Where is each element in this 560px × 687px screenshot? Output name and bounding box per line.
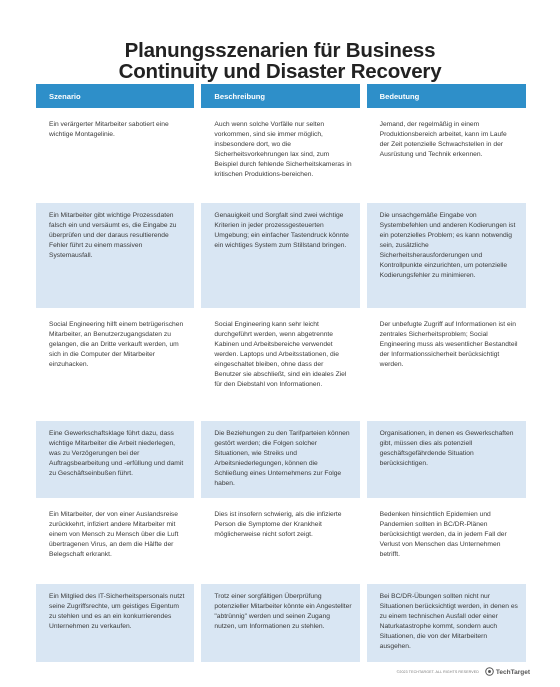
cell-beschreibung: Dies ist insofern schwierig, als die infizierte Person die Symptome der Krankheit möglicherweise nicht sofort zeigt. <box>194 498 359 580</box>
cell-beschreibung: Die Beziehungen zu den Tarifparteien können gestört werden; die Folgen solcher Situationen, wie Streiks und Arbeitsniederlegungen, können die Schließung eines Unternehmens zur Folge haben. <box>194 417 359 498</box>
cell-bedeutung: Organisationen, in denen es Gewerkschaften gibt, müssen dies als potenziell geschäftsgefährdende Situation berücksichtigen. <box>360 417 526 498</box>
cell-bedeutung: Die unsachgemäße Eingabe von Systembefehlen und anderen Kodierungen ist ein potenzielles Problem; es kann notwendig sein, zusätzliche Sicherheitsherausforderungen und Kontrollpunkte einzurichten, um potenzielle Kodierungsfehler zu minimieren. <box>360 199 526 308</box>
cell-szenario: Ein Mitglied des IT-Sicherheitspersonals nutzt seine Zugriffsrechte, um geistiges Eigentum zu stehlen und es an ein konkurrierendes Unternehmen zu verkaufen. <box>36 580 194 662</box>
cell-beschreibung: Genauigkeit und Sorgfalt sind zwei wichtige Kriterien in jeder prozessgesteuerten Umgebung; ein einfacher Tastendruck könnte ein wichtiges System zum Stillstand bringen. <box>194 199 359 308</box>
page-title <box>0 40 560 82</box>
brand-name: TechTarget <box>495 668 530 676</box>
table-row <box>36 108 526 199</box>
table-row <box>36 199 526 308</box>
cell-szenario: Eine Gewerkschaftsklage führt dazu, dass wichtige Mitarbeiter die Arbeit niederlegen, was zu Verzögerungen bei der Auftragsbearbeitung und -erfüllung und damit zu Geschäftseinbußen führt. <box>36 417 194 498</box>
table-row <box>36 580 526 662</box>
title-block <box>0 34 560 82</box>
scenario-table <box>36 84 526 662</box>
title-line-2: Continuity und Disaster Recovery <box>118 60 442 83</box>
cell-beschreibung: Trotz einer sorgfältigen Überprüfung potenzieller Mitarbeiter könnte ein Angestellter "abtrünnig" werden und seinen Zugang nutzen, um Informationen zu stehlen. <box>194 580 359 662</box>
column-header-szenario: Szenario <box>36 84 194 108</box>
cell-szenario: Ein Mitarbeiter gibt wichtige Prozessdaten falsch ein und versäumt es, die Eingabe zu überprüfen und der daraus resultierende Fehler führt zu einem massiven Systemausfall. <box>36 199 194 308</box>
techtarget-logo-icon <box>485 663 494 681</box>
cell-bedeutung: Bedenken hinsichtlich Epidemien und Pandemien sollten in BC/DR-Plänen berücksichtigt werden, da in jedem Fall der Verlust von Menschen das Unternehmen betrifft. <box>360 498 526 580</box>
cell-bedeutung: Der unbefugte Zugriff auf Informationen ist ein zentrales Sicherheitsproblem; Social Engineering muss als wesentlicher Bestandteil der Informationssicherheit berücksichtigt werden. <box>360 308 526 417</box>
cell-bedeutung: Bei BC/DR-Übungen sollten nicht nur Situationen berücksichtigt werden, in denen es zu einem technischen Ausfall oder einer Naturkatastrophe kommt, sondern auch Situationen, die von der Mitarbeitern ausgehen. <box>360 580 526 662</box>
table-row <box>36 308 526 417</box>
cell-szenario: Social Engineering hilft einem betrügerischen Mitarbeiter, an Benutzerzugangsdaten zu gelangen, die an Dritte verkauft werden, um sich in die Computer der Mitarbeiter einzuhacken. <box>36 308 194 417</box>
title-line-1: Planungsszenarien für Business <box>124 39 436 62</box>
column-header-bedeutung: Bedeutung <box>360 84 526 108</box>
brand-logo <box>485 663 530 681</box>
cell-beschreibung: Social Engineering kann sehr leicht durchgeführt werden, wenn abgetrennte Kabinen und Arbeitsbereiche verwendet werden. Laptops und Arbeitsstationen, die eingeschaltet bleiben, ohne dass der Benutzer sie abschließt, sind ein ideales Ziel für den Diebstahl von Informationen. <box>194 308 359 417</box>
table-row <box>36 498 526 580</box>
cell-bedeutung: Jemand, der regelmäßig in einem Produktionsbereich arbeitet, kann im Laufe der Zeit potenzielle Schwachstellen in der Ausrüstung und Technik erkennen. <box>360 108 526 199</box>
column-header-beschreibung: Beschreibung <box>194 84 359 108</box>
cell-szenario: Ein Mitarbeiter, der von einer Auslandsreise zurückkehrt, infiziert andere Mitarbeiter mit einem von Mensch zu Mensch über die Luft übertragenen Virus, an dem die Hälfte der Belegschaft erkrankt. <box>36 498 194 580</box>
copyright-text: ©2023 TECHTARGET. ALL RIGHTS RESERVED <box>396 670 479 674</box>
footer <box>397 663 530 681</box>
cell-szenario: Ein verärgerter Mitarbeiter sabotiert eine wichtige Montagelinie. <box>36 108 194 199</box>
table-header-row <box>36 84 526 108</box>
cell-beschreibung: Auch wenn solche Vorfälle nur selten vorkommen, sind sie immer möglich, insbesondere dort, wo die Sicherheitsvorkehrungen lax sind, zum Beispiel durch fehlende Sicherheitskameras in kritischen Produktions-bereichen. <box>194 108 359 199</box>
table-row <box>36 417 526 498</box>
